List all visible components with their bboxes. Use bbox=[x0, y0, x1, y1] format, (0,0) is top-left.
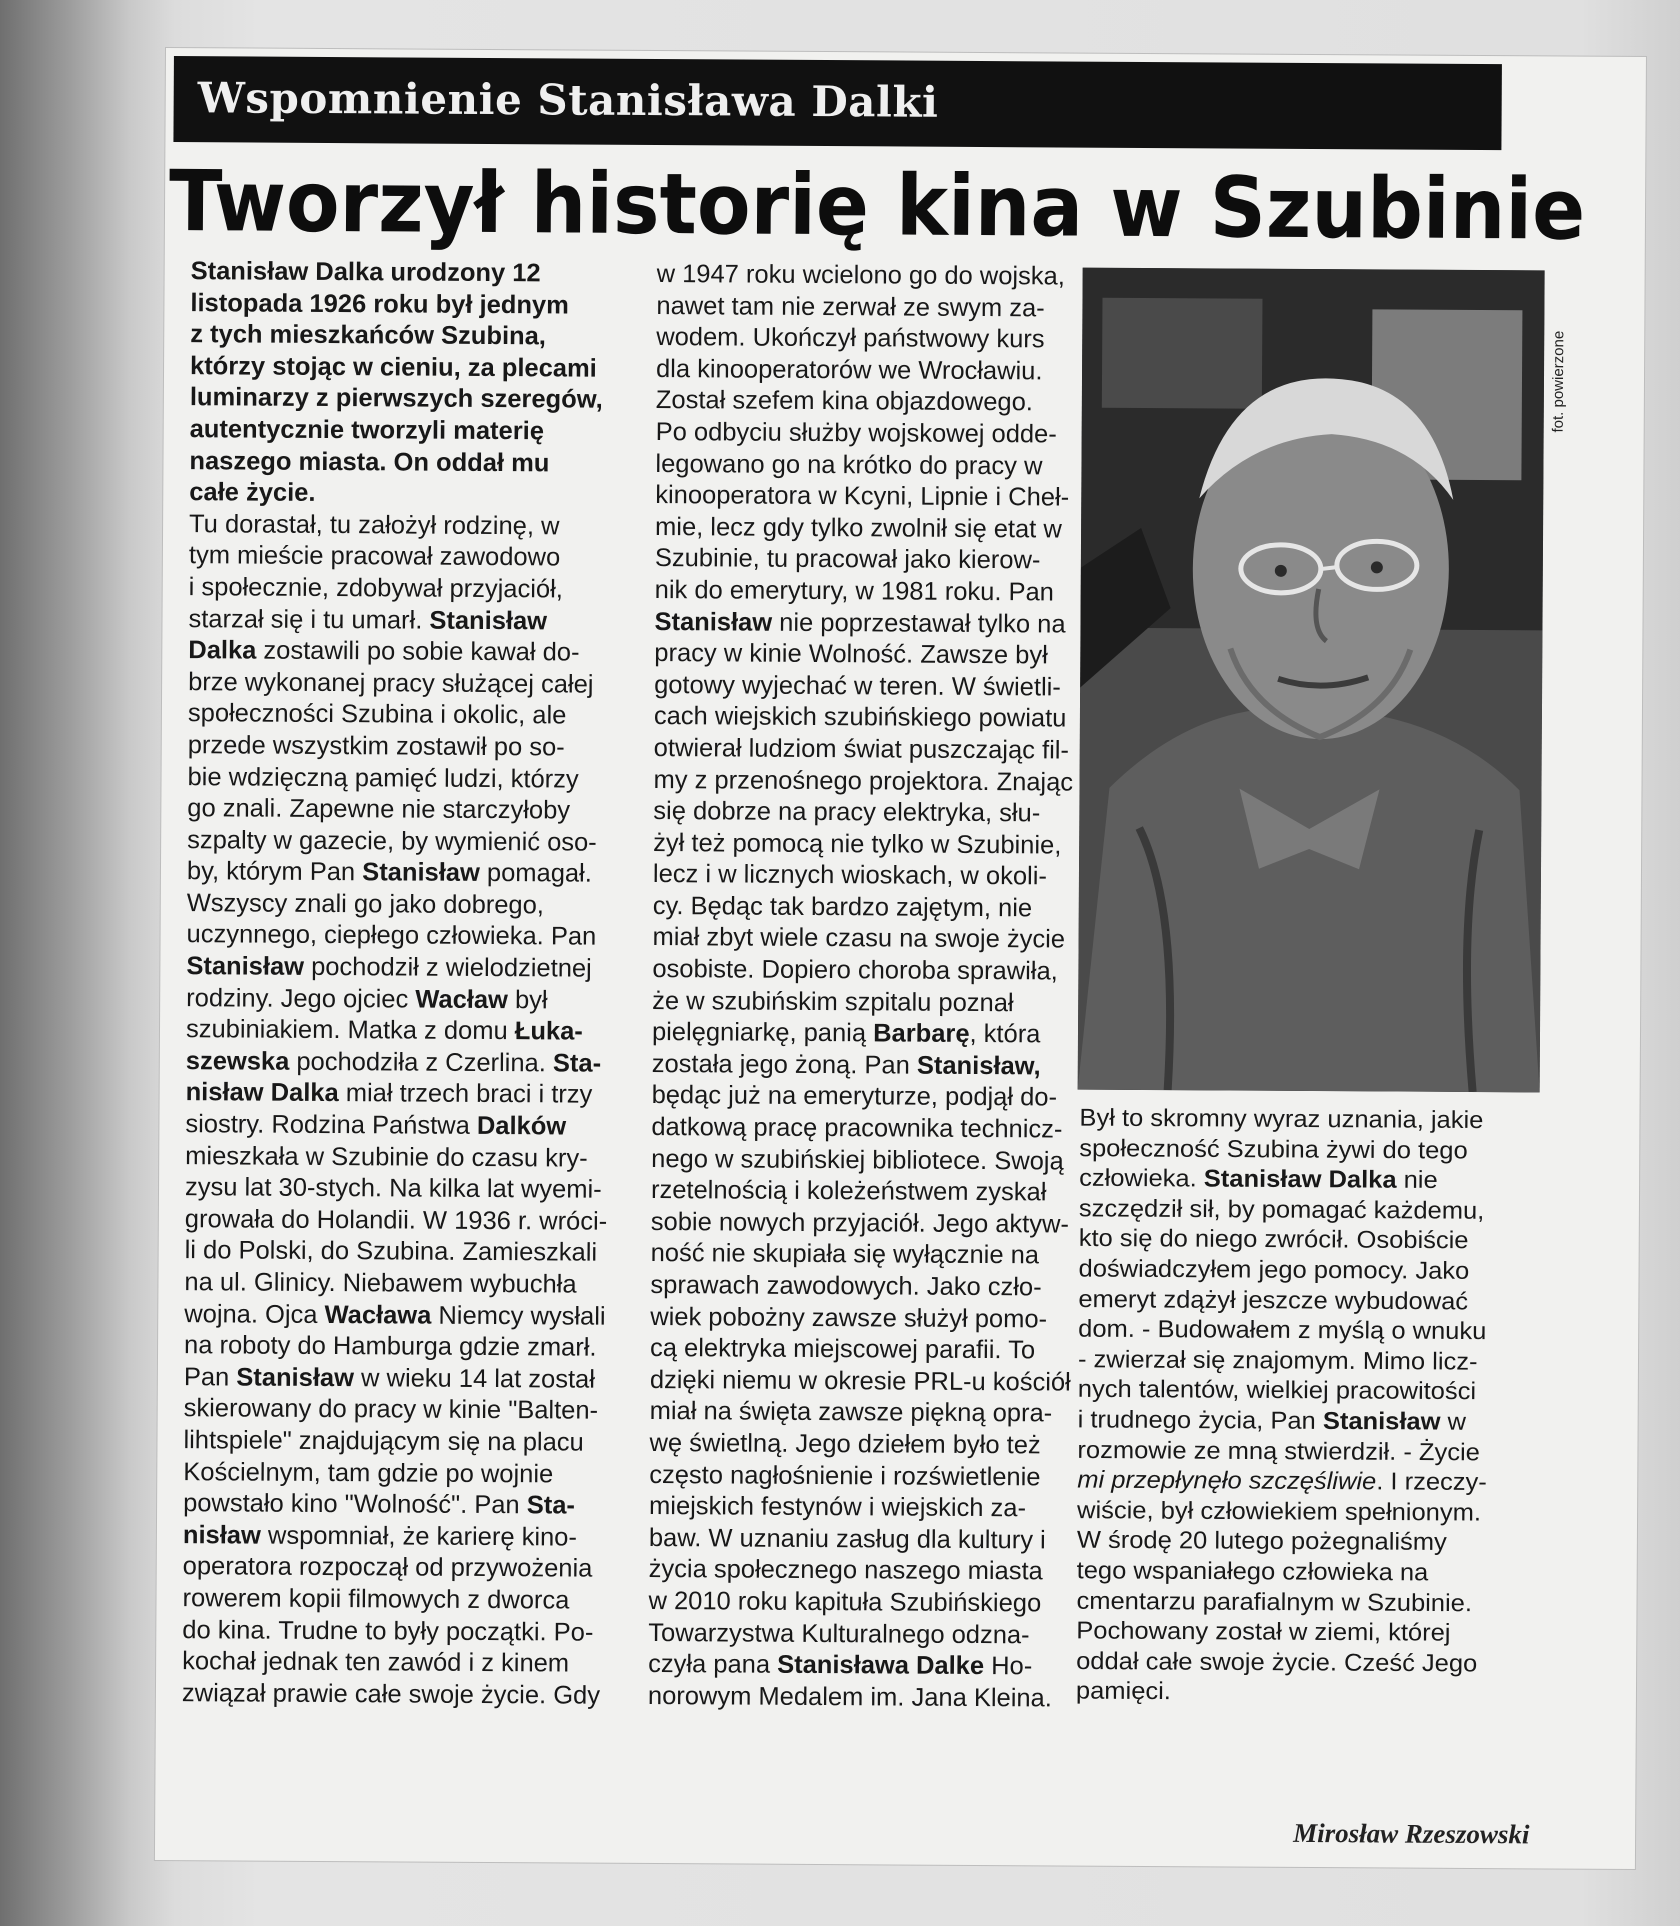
text-run: w bbox=[1440, 1408, 1467, 1436]
text-run: datkową pracę pracownika technicz- bbox=[651, 1113, 1063, 1144]
text-run: , która bbox=[969, 1020, 1041, 1049]
text-line bbox=[653, 859, 1091, 893]
text-run: będąc już na emeryturze, podjął do- bbox=[651, 1081, 1058, 1112]
text-run: Tu dorastał, tu założył rodzinę, w bbox=[189, 509, 560, 541]
text-line bbox=[654, 607, 1092, 641]
text-line bbox=[656, 354, 1094, 388]
text-run: Kościelnym, tam gdzie po wojnie bbox=[183, 1457, 554, 1488]
text-run: sobie nowych przyjaciół. Jego aktyw- bbox=[650, 1207, 1070, 1239]
text-run: którzy stojąc w cieniu, za plecami bbox=[189, 351, 597, 383]
text-line bbox=[652, 986, 1090, 1020]
text-line bbox=[1076, 1677, 1546, 1710]
text-line bbox=[654, 670, 1092, 704]
text-run: wiście, był człowiekiem spełnionym. bbox=[1077, 1496, 1482, 1526]
text-run: przede wszystkim zostawił po so- bbox=[187, 731, 565, 762]
text-run: miejskich festynów i wiejskich za- bbox=[649, 1492, 1027, 1523]
text-run: otwierał ludziom świat puszczając fil- bbox=[653, 733, 1070, 765]
text-line bbox=[653, 796, 1091, 830]
text-run: osobiste. Dopiero choroba sprawiła, bbox=[652, 955, 1058, 986]
text-run: często nagłośnienie i rozświetlenie bbox=[649, 1460, 1041, 1491]
text-line bbox=[652, 1017, 1090, 1051]
text-line bbox=[187, 856, 615, 890]
text-line bbox=[189, 477, 617, 511]
text-run: z tych mieszkańców Szubina, bbox=[190, 320, 547, 351]
text-run: Wacław bbox=[415, 985, 509, 1014]
text-line bbox=[182, 1646, 610, 1680]
text-run: nawet tam nie zerwał ze swym za- bbox=[656, 291, 1045, 322]
text-line bbox=[1077, 1435, 1547, 1468]
text-run: pielęgniarkę, panią bbox=[651, 1018, 874, 1048]
text-line bbox=[651, 1207, 1089, 1241]
text-run: - zwierzał się znajomym. Mimo licz- bbox=[1077, 1345, 1478, 1376]
text-run: została jego żoną. Pan bbox=[651, 1049, 917, 1080]
text-run: w 1947 roku wcielono go do wojska, bbox=[656, 260, 1065, 291]
kicker-bar bbox=[173, 56, 1502, 150]
text-run: mie, lecz gdy tylko zwolnił się etat w bbox=[654, 512, 1062, 544]
text-run: czyła pana bbox=[648, 1650, 778, 1679]
text-run: cą elektryka miejscowej parafii. To bbox=[649, 1334, 1036, 1365]
text-run: zostawili po sobie kawał do- bbox=[256, 636, 580, 667]
text-run: życia społecznego naszego miasta bbox=[648, 1555, 1043, 1586]
text-run: Stanisław bbox=[429, 606, 548, 635]
text-run: na roboty do Hamburga gdzie zmarł. bbox=[183, 1331, 597, 1362]
text-line bbox=[1078, 1285, 1548, 1318]
text-run: Niemcy wysłali bbox=[431, 1301, 606, 1331]
text-line bbox=[650, 1396, 1088, 1430]
text-run: brze wykonanej pracy służącej całej bbox=[188, 667, 594, 699]
text-line bbox=[650, 1302, 1088, 1336]
text-run: Dalka bbox=[188, 636, 257, 665]
text-run: na ul. Glinicy. Niebawem wybuchła bbox=[184, 1268, 577, 1299]
text-run: w 2010 roku kapituła Szubińskiego bbox=[648, 1586, 1042, 1618]
text-line bbox=[656, 291, 1094, 325]
text-line bbox=[648, 1649, 1086, 1683]
text-line bbox=[649, 1554, 1087, 1588]
text-run: był bbox=[507, 985, 548, 1015]
text-line bbox=[649, 1491, 1087, 1525]
text-run: go znali. Zapewne nie starczyłoby bbox=[187, 794, 571, 825]
text-run: cy. Będąc tak bardzo zajętym, nie bbox=[652, 891, 1033, 923]
text-line bbox=[657, 259, 1095, 293]
newspaper-clipping bbox=[155, 48, 1646, 1869]
text-line bbox=[184, 1362, 612, 1396]
text-line bbox=[655, 575, 1093, 609]
text-run: rozmowie ze mną stwierdził. - Życie bbox=[1077, 1436, 1480, 1466]
text-line bbox=[186, 951, 614, 985]
text-run: Wacława bbox=[324, 1300, 432, 1330]
text-run: miał na święta zawsze piękną opra- bbox=[649, 1397, 1053, 1428]
text-run: Wszyscy znali go jako dobrego, bbox=[186, 889, 545, 920]
text-run: Stanisław, bbox=[916, 1051, 1041, 1081]
text-line bbox=[182, 1678, 610, 1712]
text-run: kinooperatora w Kcyni, Lipnie i Cheł- bbox=[655, 481, 1070, 512]
text-line bbox=[1077, 1466, 1547, 1499]
text-run: li do Polski, do Szubina. Zamieszkali bbox=[184, 1236, 598, 1268]
text-run: Łuka- bbox=[514, 1017, 583, 1046]
text-line bbox=[654, 701, 1092, 735]
text-line bbox=[190, 319, 618, 353]
text-run: skierowany do pracy w kinie "Balten- bbox=[183, 1394, 599, 1426]
text-line bbox=[184, 1299, 612, 1333]
text-run: mi przepłynęło szczęśliwie bbox=[1077, 1466, 1377, 1496]
text-run: wodem. Ukończył państwowy kurs bbox=[656, 323, 1045, 354]
text-line bbox=[182, 1583, 610, 1617]
photo-credit-text: fot. powierzone bbox=[1549, 330, 1568, 433]
text-run: Stanisława Dalke bbox=[777, 1650, 985, 1681]
text-line bbox=[190, 414, 618, 448]
text-line bbox=[187, 762, 615, 796]
text-run: by, którym Pan bbox=[186, 857, 363, 887]
text-line bbox=[185, 1236, 613, 1270]
text-run: Stanisław Dalka urodzony 12 bbox=[190, 257, 541, 288]
text-line bbox=[188, 667, 616, 701]
text-run: Pan bbox=[183, 1362, 237, 1392]
text-line bbox=[652, 954, 1090, 988]
text-line bbox=[652, 1080, 1090, 1114]
text-run: się dobrze na pracy elektryka, słu- bbox=[653, 797, 1041, 828]
text-run: związał prawie całe swoje życie. Gdy bbox=[181, 1678, 601, 1710]
text-run: legowano go na krótko do pracy w bbox=[655, 449, 1043, 480]
text-line bbox=[1078, 1254, 1548, 1287]
text-line bbox=[654, 733, 1092, 767]
text-run: pochodziła z Czerlina. bbox=[289, 1047, 554, 1078]
text-line bbox=[1077, 1526, 1547, 1559]
text-line bbox=[1079, 1134, 1549, 1167]
text-run: luminarzy z pierwszych szeregów, bbox=[189, 383, 603, 415]
text-run: siostry. Rodzina Państwa bbox=[185, 1110, 477, 1140]
text-run: doświadczyłem jego pomocy. Jako bbox=[1078, 1255, 1470, 1285]
text-run: uczynnego, ciepłego człowieka. Pan bbox=[186, 920, 597, 952]
text-run: wspomniał, że karierę kino- bbox=[260, 1521, 577, 1552]
text-run: nego w szubińskiej bibliotece. Swoją bbox=[651, 1144, 1064, 1176]
text-run: starzał się i tu umarł. bbox=[188, 604, 430, 635]
text-line bbox=[648, 1681, 1086, 1715]
text-run: społeczności Szubina i okolic, ale bbox=[187, 699, 567, 730]
text-line bbox=[186, 1078, 614, 1112]
text-line bbox=[183, 1520, 611, 1554]
text-line bbox=[188, 635, 616, 669]
text-run: my z przenośnego projektora. Znając bbox=[653, 765, 1074, 797]
text-line bbox=[649, 1460, 1087, 1494]
text-run: W środę 20 lutego pożegnaliśmy bbox=[1076, 1526, 1447, 1556]
text-line bbox=[185, 1109, 613, 1143]
text-run: nie poprzestawał tylko na bbox=[772, 608, 1066, 639]
text-run: Stanisław bbox=[362, 858, 480, 888]
text-line bbox=[185, 1172, 613, 1206]
text-line bbox=[653, 764, 1091, 798]
text-run: dzięki niemu w okresie PRL-u kościół bbox=[649, 1365, 1071, 1397]
text-run: wiek pobożny zawsze służył pomo- bbox=[650, 1302, 1048, 1333]
article-kicker: Wspomnienie Stanisława Dalki bbox=[197, 73, 939, 127]
text-run: szubiniakiem. Matka z domu bbox=[185, 1015, 515, 1046]
text-run: tym mieście pracował zawodowo bbox=[188, 541, 561, 572]
text-line bbox=[188, 698, 616, 732]
text-line bbox=[656, 385, 1094, 419]
text-run: . I rzeczy- bbox=[1376, 1468, 1487, 1496]
text-line bbox=[1076, 1586, 1546, 1619]
text-run: Szubinie, tu pracował jako kierow- bbox=[654, 544, 1041, 575]
text-run: społeczność Szubina żywi do tego bbox=[1079, 1134, 1468, 1164]
text-run: Pochowany został w ziemi, której bbox=[1076, 1617, 1451, 1647]
text-line bbox=[651, 1238, 1089, 1272]
text-line bbox=[651, 1175, 1089, 1209]
text-line bbox=[187, 825, 615, 859]
text-run: pochodził z wielodzietnej bbox=[303, 952, 592, 983]
text-line bbox=[649, 1428, 1087, 1462]
text-line bbox=[189, 572, 617, 606]
text-run: operatora rozpoczął od przywożenia bbox=[182, 1552, 593, 1583]
text-line bbox=[651, 1112, 1089, 1146]
text-run: i społecznie, zdobywał przyjaciół, bbox=[188, 573, 563, 604]
text-run: oddał całe swoje życie. Cześć Jego bbox=[1076, 1647, 1478, 1677]
text-run: baw. W uznaniu zasług dla kultury i bbox=[648, 1523, 1046, 1555]
text-run: szewska bbox=[185, 1046, 290, 1076]
text-run: rzetelnością i koleżeństwem zyskał bbox=[650, 1176, 1047, 1207]
text-line bbox=[1078, 1315, 1548, 1348]
text-line bbox=[1078, 1405, 1548, 1438]
text-run: nik do emerytury, w 1981 roku. Pan bbox=[654, 575, 1055, 607]
text-line bbox=[183, 1425, 611, 1459]
text-run: zysu lat 30-stych. Na kilka lat wyemi- bbox=[184, 1173, 602, 1204]
text-line bbox=[651, 1144, 1089, 1178]
text-run: Stanisław bbox=[654, 607, 773, 637]
text-line bbox=[655, 512, 1093, 546]
column-3-body bbox=[1076, 1104, 1550, 1710]
text-run: norowym Medalem im. Jana Kleina. bbox=[647, 1681, 1052, 1713]
text-line bbox=[188, 604, 616, 638]
text-run: wojna. Ojca bbox=[184, 1299, 325, 1329]
text-line bbox=[650, 1333, 1088, 1367]
text-run: powstało kino "Wolność". Pan bbox=[183, 1489, 527, 1520]
text-run: cach wiejskich szubińskiego powiatu bbox=[653, 702, 1067, 733]
text-line bbox=[189, 540, 617, 574]
text-run: kto się do niego zwrócił. Osobiście bbox=[1078, 1225, 1469, 1255]
text-line bbox=[1079, 1224, 1549, 1257]
text-line bbox=[655, 543, 1093, 577]
text-run: listopada 1926 roku był jednym bbox=[190, 288, 569, 320]
text-run: rowerem kopii filmowych z dworca bbox=[182, 1584, 570, 1615]
text-line bbox=[189, 509, 617, 543]
text-run: Sta- bbox=[552, 1049, 602, 1078]
text-run: naszego miasta. On oddał mu bbox=[189, 446, 550, 477]
text-run: sprawach zawodowych. Jako czło- bbox=[650, 1270, 1042, 1302]
text-run: Barbarę bbox=[873, 1019, 970, 1049]
text-run: i trudnego życia, Pan bbox=[1077, 1406, 1323, 1435]
text-run: miał zbyt wiele czasu na swoje życie bbox=[652, 923, 1066, 954]
text-line bbox=[184, 1267, 612, 1301]
text-line bbox=[650, 1365, 1088, 1399]
text-line bbox=[187, 793, 615, 827]
text-run: growała do Holandii. W 1936 r. wróci- bbox=[184, 1204, 608, 1236]
text-run: gotowy wyjechać w teren. W świetli- bbox=[654, 670, 1061, 702]
text-run: szpalty w gazecie, by wymienić oso- bbox=[187, 825, 597, 857]
text-line bbox=[183, 1488, 611, 1522]
text-line bbox=[188, 730, 616, 764]
text-line bbox=[186, 983, 614, 1017]
text-run: pomagał. bbox=[479, 859, 592, 888]
text-line bbox=[652, 1049, 1090, 1083]
text-run: lecz i w licznych wioskach, w okoli- bbox=[652, 860, 1047, 891]
text-run: człowieka. bbox=[1079, 1164, 1204, 1193]
text-run: Stanisław bbox=[186, 952, 305, 981]
text-line bbox=[184, 1330, 612, 1364]
text-line bbox=[191, 256, 619, 290]
text-run: do kina. Trudne to były początki. Po- bbox=[182, 1615, 594, 1647]
text-line bbox=[1079, 1104, 1549, 1137]
text-run: mieszkała w Szubinie do czasu kry- bbox=[185, 1141, 588, 1173]
portrait-photo bbox=[1078, 268, 1545, 1093]
text-line bbox=[1079, 1194, 1549, 1227]
text-run: autentycznie tworzyli materię bbox=[189, 415, 545, 446]
text-line bbox=[1077, 1496, 1547, 1529]
text-line bbox=[648, 1618, 1086, 1652]
text-run: dla kinooperatorów we Wrocławiu. bbox=[655, 354, 1043, 386]
text-run: dom. - Budowałem z myślą o wnuku bbox=[1078, 1315, 1487, 1345]
text-line bbox=[186, 1014, 614, 1048]
text-run: że w szubińskim szpitalu poznał bbox=[652, 986, 1014, 1017]
text-line bbox=[656, 417, 1094, 451]
text-line bbox=[1078, 1375, 1548, 1408]
text-run: w wieku 14 lat został bbox=[353, 1363, 596, 1394]
text-line bbox=[186, 920, 614, 954]
text-line bbox=[190, 383, 618, 417]
text-line bbox=[653, 891, 1091, 925]
text-line bbox=[183, 1457, 611, 1491]
text-run: pracy w kinie Wolność. Zawsze był bbox=[654, 639, 1048, 670]
text-run: żył też pomocą nie tylko w Szubinie, bbox=[653, 828, 1062, 860]
text-run: cmentarzu parafialnym w Szubinie. bbox=[1076, 1587, 1473, 1617]
text-line bbox=[656, 322, 1094, 356]
text-line bbox=[190, 288, 618, 322]
text-line bbox=[182, 1615, 610, 1649]
text-run: nisław bbox=[182, 1520, 261, 1550]
text-line bbox=[653, 828, 1091, 862]
text-run: lihtspiele" znajdującym się na placu bbox=[183, 1426, 584, 1457]
text-run: kochał jednak ten zawód i z kinem bbox=[182, 1647, 570, 1678]
article-column-2 bbox=[648, 259, 1095, 1715]
text-run: całe życie. bbox=[189, 478, 316, 508]
text-run: szczędził sił, by pomagać każdemu, bbox=[1078, 1195, 1485, 1225]
text-run: nisław Dalka bbox=[185, 1078, 339, 1108]
text-line bbox=[185, 1204, 613, 1238]
text-line bbox=[649, 1523, 1087, 1557]
text-run: nie bbox=[1396, 1166, 1438, 1194]
text-line bbox=[1077, 1556, 1547, 1589]
text-line bbox=[1079, 1164, 1549, 1197]
text-run: Towarzystwa Kulturalnego odzna- bbox=[648, 1618, 1030, 1649]
text-line bbox=[655, 480, 1093, 514]
text-run: Sta- bbox=[526, 1491, 576, 1520]
text-run: wę świetlną. Jego dziełem było też bbox=[649, 1428, 1041, 1460]
text-line bbox=[186, 1046, 614, 1080]
text-run: nych talentów, wielkiej pracowitości bbox=[1077, 1376, 1477, 1406]
text-run: Ho- bbox=[983, 1652, 1033, 1681]
text-run: Został szefem kina objazdowego. bbox=[655, 386, 1033, 417]
text-line bbox=[187, 888, 615, 922]
text-run: Stanisław Dalka bbox=[1203, 1165, 1397, 1194]
text-line bbox=[648, 1586, 1086, 1620]
text-line bbox=[652, 922, 1090, 956]
text-line bbox=[650, 1270, 1088, 1304]
text-line bbox=[1078, 1345, 1548, 1378]
text-run: Stanisław bbox=[236, 1363, 355, 1392]
text-line bbox=[185, 1141, 613, 1175]
article-column-3 bbox=[1076, 1104, 1550, 1739]
text-line bbox=[655, 449, 1093, 483]
text-run: Po odbyciu służby wojskowej odde- bbox=[655, 417, 1057, 449]
text-run: tego wspaniałego człowieka na bbox=[1076, 1557, 1429, 1587]
portrait-image bbox=[1078, 268, 1545, 1093]
text-line bbox=[1076, 1617, 1546, 1650]
text-run: Stanisław bbox=[1322, 1407, 1441, 1436]
text-run: pamięci. bbox=[1075, 1677, 1172, 1706]
text-run: bie wdzięczną pamięć ludzi, którzy bbox=[187, 762, 579, 794]
text-run: emeryt zdążył jeszcze wybudować bbox=[1078, 1285, 1469, 1315]
text-line bbox=[654, 638, 1092, 672]
article-headline: Tworzył historię kina w Szubinie bbox=[168, 152, 1586, 259]
text-run: miał trzech braci i trzy bbox=[338, 1079, 593, 1110]
text-line bbox=[184, 1394, 612, 1428]
text-run: ność nie skupiała się wyłącznie na bbox=[650, 1239, 1040, 1270]
author-signature: Mirosław Rzeszowski bbox=[1293, 1817, 1530, 1850]
text-line bbox=[1076, 1647, 1546, 1680]
article-column-1 bbox=[182, 256, 619, 1712]
text-run: rodziny. Jego ojciec bbox=[186, 983, 416, 1014]
photo-credit bbox=[1550, 282, 1577, 442]
text-run: Dalków bbox=[476, 1111, 567, 1141]
text-line bbox=[189, 446, 617, 480]
text-line bbox=[183, 1551, 611, 1585]
text-line bbox=[190, 351, 618, 385]
text-run: Był to skromny wyraz uznania, jakie bbox=[1079, 1104, 1484, 1134]
